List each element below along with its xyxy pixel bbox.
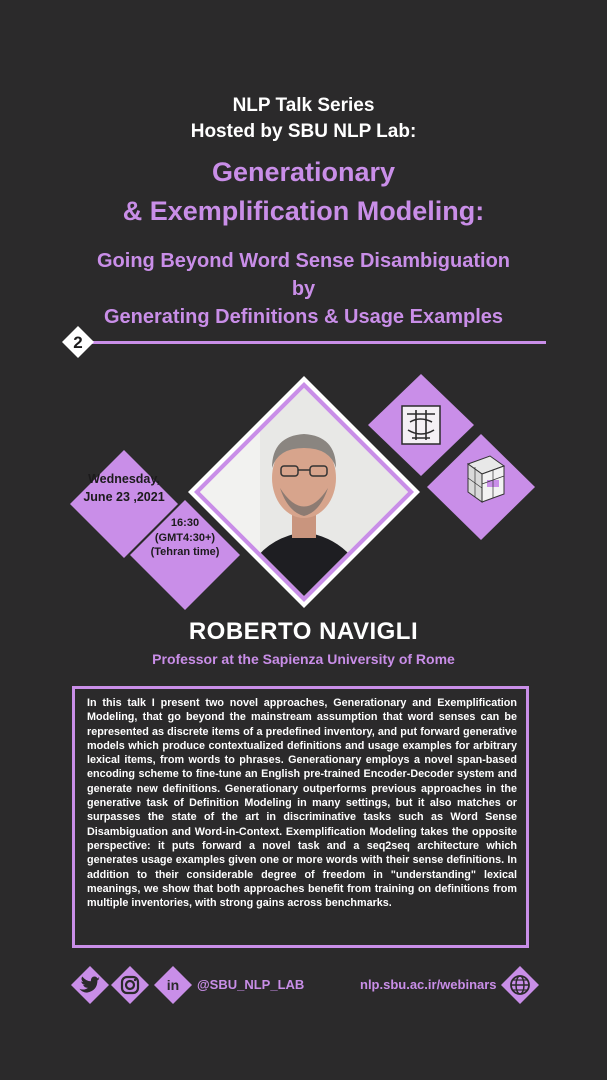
abstract-text: In this talk I present two novel approaches, Generationary and Exemplification Modeling, that go beyond the mainstream assumption that word senses can be represented as discrete items of a predefined inventory, and put forward generative models which produce contextualized definitions and usage examples for arbitrary lexical items, from words to phrases. Generationary employs a novel span-based encoding scheme to fine-tune an English pre-trained Encoder-Decoder system and generate new definitions. Generationary outperforms previous approaches in the generative task of Definition Modeling in many settings, but it also matches or surpasses the state of the art in discriminative tasks such as Word Sense Disambiguation and Word-in-Context. Exemplification Modeling takes the opposite perspective: it puts forward a novel task and a seq2seq architecture which generates usage examples given one or more words with their sense definitions. In addition to their considerable degree of freedom in "understanding" lexical meanings, we show that both approaches benefit from training on definitions from multiple inventories, with strong gains across benchmarks.	[87, 697, 517, 910]
divider	[88, 341, 546, 344]
subtitle-line1: Going Beyond Word Sense Disambiguation	[97, 250, 510, 272]
globe-icon[interactable]	[500, 965, 540, 1005]
host-line: Hosted by SBU NLP Lab:	[190, 121, 417, 142]
talk-number-badge	[61, 325, 95, 359]
time-value: 16:30	[170, 517, 200, 529]
talk-number: 2	[73, 333, 83, 352]
linkedin-icon[interactable]	[153, 965, 193, 1005]
abstract-box	[72, 686, 529, 948]
time-block	[138, 516, 232, 560]
twitter-icon[interactable]	[70, 965, 110, 1005]
instagram-icon[interactable]	[110, 965, 150, 1005]
talk-title-line1: Generationary	[211, 157, 396, 187]
speaker-name: ROBERTO NAVIGLI	[188, 618, 419, 645]
svg-text:in: in	[166, 977, 180, 993]
social-handle[interactable]: @SBU_NLP_LAB	[197, 977, 305, 992]
subtitle-line3: Generating Definitions & Usage Examples	[104, 306, 503, 328]
nlp-cube-logo	[468, 456, 504, 502]
date-block	[74, 470, 174, 506]
website-link[interactable]: nlp.sbu.ac.ir/webinars	[360, 977, 497, 992]
talk-title-line2: & Exemplification Modeling:	[122, 196, 485, 226]
time-local: (Tehran time)	[150, 546, 220, 558]
date-day: June 23 ,2021	[83, 490, 165, 504]
speaker-affiliation: Professor at the Sapienza University of Rome	[152, 651, 455, 667]
time-zone: (GMT4:30+)	[154, 531, 216, 544]
date-weekday: Wednesday,	[88, 472, 160, 486]
subtitle-line2: by	[291, 278, 316, 300]
series-title: NLP Talk Series	[232, 95, 375, 116]
